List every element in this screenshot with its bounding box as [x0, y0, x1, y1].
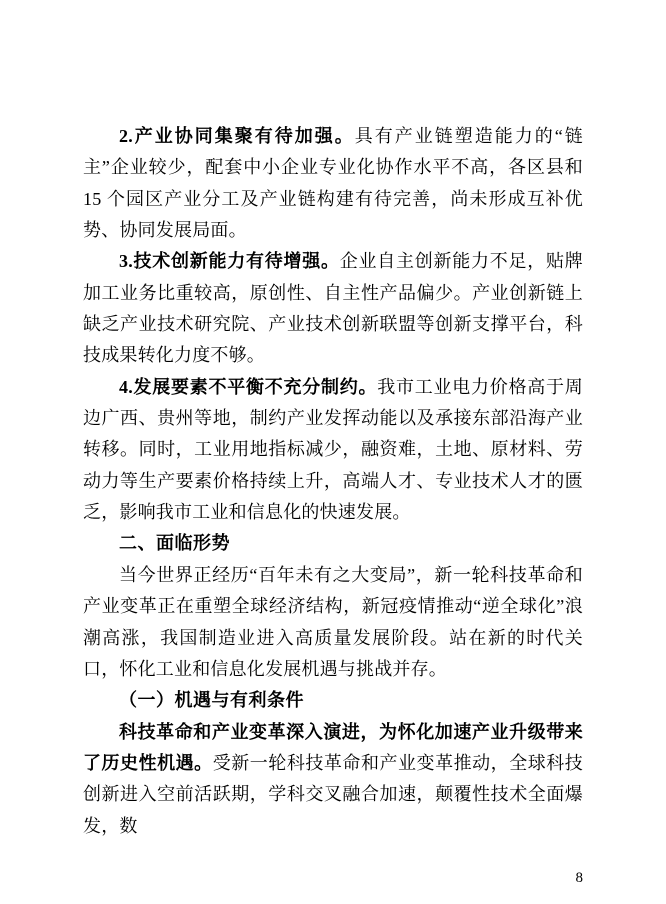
section-heading-situation: 二、面临形势 — [119, 533, 230, 554]
numbered-item-2-text: 具有产业链塑造能力的“链主”企业较少，配套中小企业专业化协作水平不高，各区县和 15 个园区产业分工及产业链构建有待完善，尚未形成互补优势、协同发展局面。 — [83, 126, 584, 241]
numbered-item-3-lead: 3.技术创新能力有待增强。 — [119, 251, 340, 272]
subsection-heading-opportunities: （一）机遇与有利条件 — [119, 690, 304, 711]
opportunity-paragraph-text: 受新一轮科技革命和产业变革推动，全球科技创新进入空前活跃期，学科交叉融合加速，颠覆性技术全面爆发，数 — [83, 752, 583, 836]
numbered-item-3 — [83, 246, 583, 371]
numbered-item-4-lead: 4.发展要素不平衡不充分制约。 — [119, 376, 378, 397]
page-number: 8 — [575, 870, 583, 886]
numbered-item-4 — [83, 372, 583, 529]
situation-paragraph-text: 当今世界正经历“百年未有之大变局”，新一轮科技革命和产业变革正在重塑全球经济结构，新冠疫情推动“逆全球化”浪潮高涨，我国制造业进入高质量发展阶段。站在新的时代关口，怀化工业和信息化发展机遇与挑战并存。 — [83, 564, 583, 679]
numbered-item-4-text: 我市工业电力价格高于周边广西、贵州等地，制约产业发挥动能以及承接东部沿海产业转移。同时，工业用地指标减少，融资难，土地、原材料、劳动力等生产要素价格持续上升，高端人才、专业技术人才的匮乏，影响我市工业和信息化的快速发展。 — [83, 376, 584, 523]
numbered-item-2-lead: 2.产业协同集聚有待加强。 — [119, 126, 355, 146]
situation-paragraph — [83, 560, 583, 685]
opportunity-paragraph-lead: 科技革命和产业变革深入演进，为怀化加速产业升级带来了历史性机遇。 — [83, 721, 583, 773]
page-body-text — [83, 121, 583, 842]
numbered-item-2 — [83, 121, 583, 246]
opportunity-paragraph — [83, 717, 583, 842]
numbered-item-3-text: 企业自主创新能力不足，贴牌加工业务比重较高，原创性、自主性产品偏少。产业创新链上缺乏产业技术研究院、产业技术创新联盟等创新支撑平台，科技成果转化力度不够。 — [83, 251, 583, 366]
